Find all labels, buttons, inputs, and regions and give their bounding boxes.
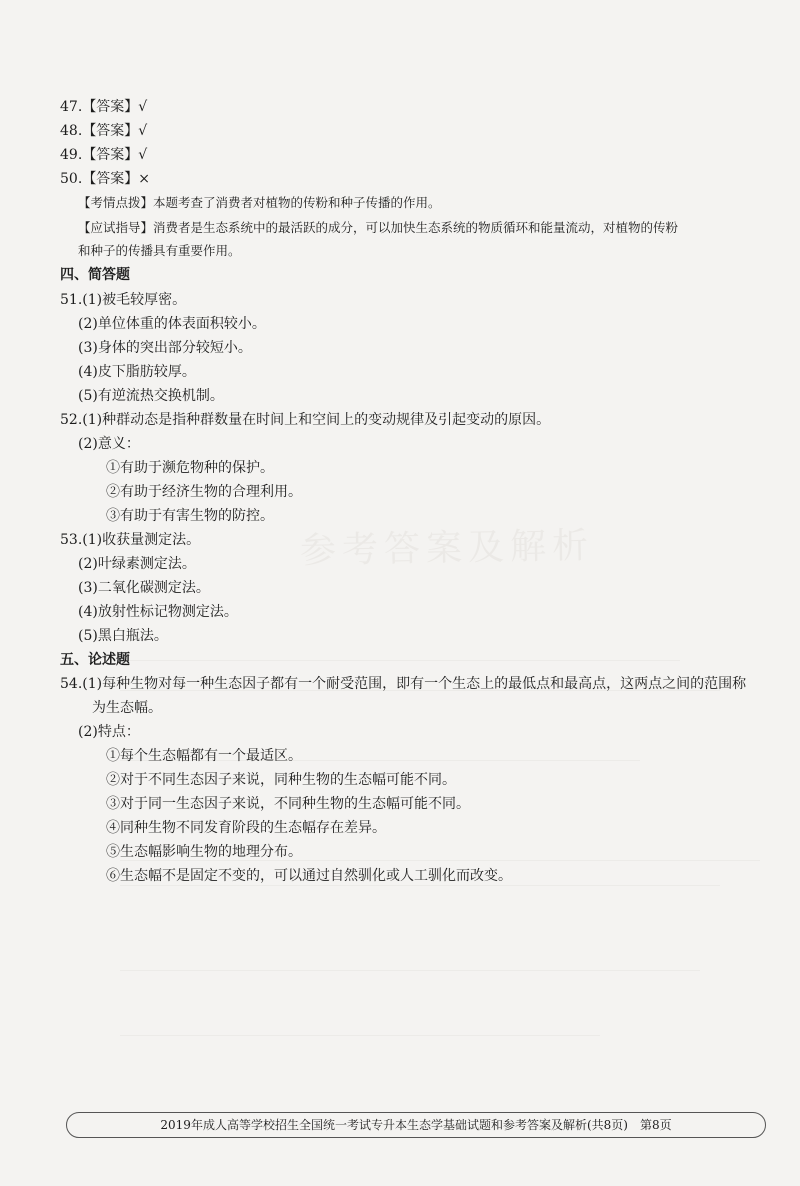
q52-sub-3: ③有助于有害生物的防控。: [106, 508, 274, 524]
cross-mark: ×: [138, 171, 150, 187]
check-mark: √: [138, 147, 148, 163]
q54-sub-3: ③对于同一生态因子来说，不同种生物的生态幅可能不同。: [106, 796, 470, 812]
yingshi-zhidao: [78, 218, 678, 238]
q54-sub-2: ②对于不同生态因子来说，同种生物的生态幅可能不同。: [106, 772, 456, 788]
q54-sub-4: ④同种生物不同发育阶段的生态幅存在差异。: [106, 820, 386, 836]
kaoqing-text: 本题考查了消费者对植物的传粉和种子传播的作用。: [153, 195, 441, 210]
q53-item-1: [60, 530, 200, 550]
q51-item-text: (1)被毛较厚密。: [82, 292, 187, 308]
q51-item-5: (5)有逆流热交换机制。: [78, 388, 224, 404]
q54-p2: (2)特点：: [78, 724, 140, 740]
question-number: 53.: [60, 532, 83, 548]
q52-sub-2: ②有助于经济生物的合理利用。: [106, 484, 302, 500]
q54-p1-cont: 为生态幅。: [92, 700, 162, 716]
answer-47: [60, 97, 147, 117]
check-mark: √: [138, 99, 148, 115]
q53-item-text: (1)收获量测定法。: [82, 532, 201, 548]
answer-50: [60, 169, 150, 189]
bleed-through-watermark: 参考答案及解析: [299, 525, 595, 572]
answer-label: 49.【答案】: [60, 147, 139, 163]
check-mark: √: [138, 123, 148, 139]
q54-sub-5: ⑤生态幅影响生物的地理分布。: [106, 844, 302, 860]
q53-item-4: (4)放射性标记物测定法。: [78, 604, 238, 620]
q53-item-2: (2)叶绿素测定法。: [78, 556, 196, 572]
q51-item-1: [60, 290, 186, 310]
yingshi-text-line1: 消费者是生态系统中的最活跃的成分，可以加快生态系统的物质循环和能量流动，对植物的传粉: [153, 220, 679, 235]
q54-sub-1: ①每个生态幅都有一个最适区。: [106, 748, 302, 764]
q51-item-2: (2)单位体重的体表面积较小。: [78, 316, 266, 332]
answer-label: 47.【答案】: [60, 99, 139, 115]
q52-sub-1: ①有助于濒危物种的保护。: [106, 460, 274, 476]
q52-p2: (2)意义：: [78, 436, 140, 452]
q52-p1-text: (1)种群动态是指种群数量在时间上和空间上的变动规律及引起变动的原因。: [82, 412, 551, 428]
answer-48: [60, 121, 147, 141]
footer-title: 2019年成人高等学校招生全国统一考试专升本生态学基础试题和参考答案及解析(共8页): [160, 1118, 628, 1132]
q52-p1: [60, 410, 550, 430]
q51-item-3: (3)身体的突出部分较短小。: [78, 340, 252, 356]
answer-49: [60, 145, 147, 165]
section5-title: 五、论述题: [60, 652, 130, 668]
q51-item-4: (4)皮下脂肪较厚。: [78, 364, 196, 380]
yingshi-tag: 【应试指导】: [78, 220, 154, 235]
answer-label: 50.【答案】: [60, 171, 139, 187]
question-number: 52.: [60, 412, 83, 428]
q54-sub-6: ⑥生态幅不是固定不变的，可以通过自然驯化或人工驯化而改变。: [106, 868, 512, 884]
answer-label: 48.【答案】: [60, 123, 139, 139]
section4-title: 四、简答题: [60, 267, 130, 283]
page-footer: [66, 1112, 766, 1138]
yingshi-text-line2: 和种子的传播具有重要作用。: [78, 243, 241, 258]
kaoqing-dianbo: [78, 193, 441, 213]
page-number: 第8页: [639, 1118, 672, 1132]
q54-p1-text: (1)每种生物对每一种生态因子都有一个耐受范围，即有一个生态上的最低点和最高点，这两点之间的范围称: [82, 676, 747, 692]
q53-item-3: (3)二氧化碳测定法。: [78, 580, 210, 596]
question-number: 51.: [60, 292, 83, 308]
q54-p1: [60, 674, 746, 694]
kaoqing-tag: 【考情点拨】: [78, 195, 154, 210]
q53-item-5: (5)黑白瓶法。: [78, 628, 168, 644]
question-number: 54.: [60, 676, 83, 692]
